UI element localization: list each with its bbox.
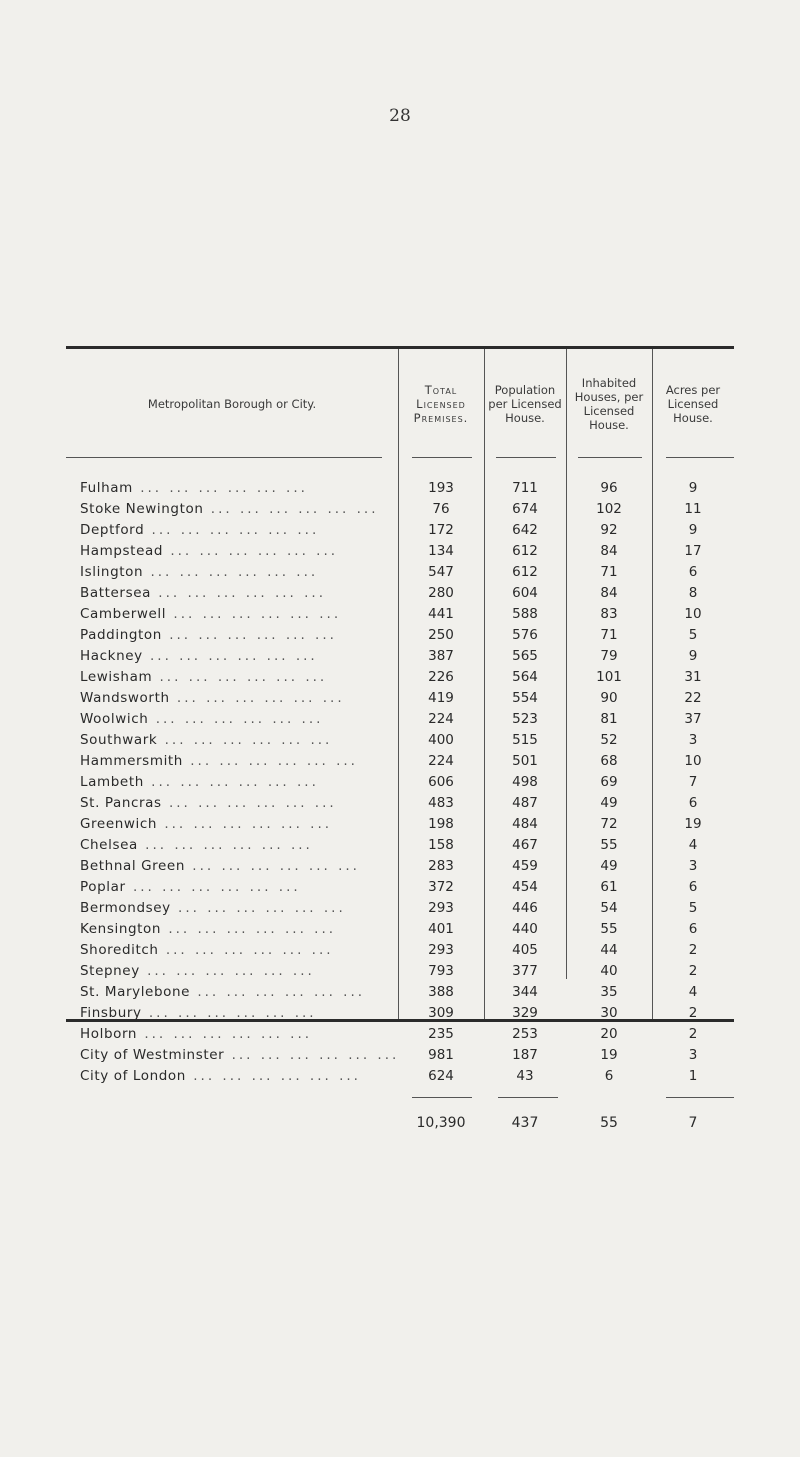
population-cell: 484 [512,816,538,832]
leader-dots: ... ... ... ... ... ... [161,921,337,937]
leader-dots: ... ... ... ... ... ... [151,585,326,601]
houses-cell: 20 [600,1026,618,1042]
population-cell: 564 [512,669,538,685]
acres-cell: 9 [688,522,698,538]
houses-cell: 69 [600,774,618,790]
acres-cell: 2 [688,1005,698,1021]
premises-cell: 441 [428,606,454,622]
leader-dots: ... ... ... ... ... ... [144,522,320,538]
population-cell: 565 [512,648,538,664]
acres-cell: 2 [688,1026,698,1042]
acres-cell: 4 [688,984,698,1000]
premises-cell: 76 [432,501,450,517]
borough-name: St. Marylebone ... ... ... ... ... ... [80,984,366,1000]
population-cell: 459 [512,858,538,874]
total-rule [666,1097,734,1098]
leader-dots: ... ... ... ... ... ... [137,837,313,853]
population-cell: 711 [512,480,538,496]
houses-cell: 84 [600,585,618,601]
premises-cell: 547 [428,564,454,580]
premises-cell: 400 [428,732,454,748]
houses-cell: 54 [600,900,618,916]
population-cell: 446 [512,900,538,916]
borough-name: City of London ... ... ... ... ... ... [80,1068,361,1084]
acres-cell: 5 [688,627,698,643]
total-acres: 7 [688,1115,698,1131]
houses-cell: 72 [600,816,618,832]
header-houses: Inhabited Houses, per Licensed House. [574,376,644,432]
premises-cell: 483 [428,795,454,811]
houses-cell: 90 [600,690,618,706]
header-borough: Metropolitan Borough or City. [147,397,317,411]
leader-dots: ... ... ... ... ... ... [161,795,337,811]
table-row [66,646,734,667]
total-rule [498,1097,558,1098]
premises-cell: 224 [428,753,454,769]
houses-cell: 71 [600,627,618,643]
population-cell: 344 [512,984,538,1000]
header-premises: Total Licensed Premises. [413,383,469,425]
acres-cell: 3 [688,732,698,748]
borough-name: Holborn ... ... ... ... ... ... [80,1026,313,1042]
table-row [66,793,734,814]
leader-dots: ... ... ... ... ... ... [190,984,366,1000]
acres-cell: 31 [684,669,702,685]
acres-cell: 7 [688,774,698,790]
table-row [66,835,734,856]
borough-name: Kensington ... ... ... ... ... ... [80,921,337,937]
borough-name: Deptford ... ... ... ... ... ... [80,522,320,538]
borough-name: Wandsworth ... ... ... ... ... ... [80,690,345,706]
borough-name: Poplar ... ... ... ... ... ... [80,879,301,895]
acres-cell: 6 [688,921,698,937]
premises-cell: 401 [428,921,454,937]
borough-name: St. Pancras ... ... ... ... ... ... [80,795,337,811]
acres-cell: 17 [684,543,702,559]
premises-cell: 193 [428,480,454,496]
premises-cell: 309 [428,1005,454,1021]
houses-cell: 55 [600,921,618,937]
table-row [66,730,734,751]
leader-dots: ... ... ... ... ... ... [163,543,339,559]
houses-cell: 30 [600,1005,618,1021]
population-cell: 604 [512,585,538,601]
leader-dots: ... ... ... ... ... ... [166,606,342,622]
houses-cell: 55 [600,837,618,853]
header-rule [578,457,642,458]
leader-dots: ... ... ... ... ... ... [169,690,345,706]
premises-cell: 606 [428,774,454,790]
leader-dots: ... ... ... ... ... ... [157,732,333,748]
table-row [66,877,734,898]
premises-cell: 388 [428,984,454,1000]
houses-cell: 49 [600,795,618,811]
premises-cell: 226 [428,669,454,685]
population-cell: 515 [512,732,538,748]
table-body [66,459,734,1131]
leader-dots: ... ... ... ... ... ... [152,669,328,685]
borough-name: Lambeth ... ... ... ... ... ... [80,774,319,790]
licensed-premises-table [66,346,734,1131]
table-row [66,541,734,562]
table-row [66,919,734,940]
population-cell: 43 [516,1068,534,1084]
houses-cell: 101 [596,669,622,685]
population-cell: 329 [512,1005,538,1021]
population-cell: 588 [512,606,538,622]
table-header [66,349,734,459]
population-cell: 498 [512,774,538,790]
leader-dots: ... ... ... ... ... ... [161,627,337,643]
leader-dots: ... ... ... ... ... ... [137,1026,313,1042]
houses-cell: 83 [600,606,618,622]
acres-cell: 9 [688,648,698,664]
houses-cell: 84 [600,543,618,559]
houses-cell: 19 [600,1047,618,1063]
population-cell: 467 [512,837,538,853]
population-cell: 454 [512,879,538,895]
leader-dots: ... ... ... ... ... ... [141,1005,317,1021]
population-cell: 405 [512,942,538,958]
table-row [66,982,734,1003]
table-row [66,940,734,961]
acres-cell: 37 [684,711,702,727]
leader-dots: ... ... ... ... ... ... [170,900,346,916]
table-row [66,520,734,541]
population-cell: 612 [512,543,538,559]
table-row [66,1024,734,1045]
table-row [66,667,734,688]
leader-dots: ... ... ... ... ... ... [139,963,315,979]
population-cell: 612 [512,564,538,580]
population-cell: 501 [512,753,538,769]
borough-name: Shoreditch ... ... ... ... ... ... [80,942,334,958]
borough-name: Battersea ... ... ... ... ... ... [80,585,326,601]
premises-cell: 387 [428,648,454,664]
houses-cell: 6 [604,1068,614,1084]
borough-name: Hampstead ... ... ... ... ... ... [80,543,339,559]
leader-dots: ... ... ... ... ... ... [143,564,319,580]
population-cell: 642 [512,522,538,538]
acres-cell: 8 [688,585,698,601]
houses-cell: 102 [596,501,622,517]
table-row [66,583,734,604]
population-cell: 554 [512,690,538,706]
borough-name: Greenwich ... ... ... ... ... ... [80,816,333,832]
premises-cell: 624 [428,1068,454,1084]
population-cell: 440 [512,921,538,937]
total-houses: 55 [600,1115,618,1131]
grand-total-row [66,1113,734,1134]
premises-cell: 250 [428,627,454,643]
houses-cell: 44 [600,942,618,958]
table-row [66,499,734,520]
leader-dots: ... ... ... ... ... ... [185,1068,361,1084]
premises-cell: 158 [428,837,454,853]
acres-cell: 2 [688,963,698,979]
leader-dots: ... ... ... ... ... ... [182,753,358,769]
borough-name: Camberwell ... ... ... ... ... ... [80,606,342,622]
acres-cell: 6 [688,564,698,580]
acres-cell: 3 [688,858,698,874]
table-row [66,562,734,583]
borough-name: Southwark ... ... ... ... ... ... [80,732,333,748]
premises-cell: 293 [428,900,454,916]
leader-dots: ... ... ... ... ... ... [224,1047,400,1063]
premises-cell: 224 [428,711,454,727]
acres-cell: 10 [684,753,702,769]
acres-cell: 1 [688,1068,698,1084]
leader-dots: ... ... ... ... ... ... [158,942,334,958]
acres-cell: 4 [688,837,698,853]
acres-cell: 6 [688,795,698,811]
total-rule [412,1097,472,1098]
population-cell: 253 [512,1026,538,1042]
houses-cell: 81 [600,711,618,727]
acres-cell: 19 [684,816,702,832]
acres-cell: 22 [684,690,702,706]
borough-name: City of Westminster ... ... ... ... ... ... [80,1047,400,1063]
acres-cell: 6 [688,879,698,895]
borough-name: Bethnal Green ... ... ... ... ... ... [80,858,360,874]
houses-cell: 96 [600,480,618,496]
table-row [66,772,734,793]
total-premises: 10,390 [416,1115,466,1131]
leader-dots: ... ... ... ... ... ... [143,774,319,790]
page-number: 28 [389,106,411,126]
borough-name: Stepney ... ... ... ... ... ... [80,963,315,979]
table-row [66,688,734,709]
table-row [66,604,734,625]
acres-cell: 2 [688,942,698,958]
table-row [66,751,734,772]
leader-dots: ... ... ... ... ... ... [142,648,318,664]
table-row [66,478,734,499]
borough-name: Finsbury ... ... ... ... ... ... [80,1005,317,1021]
header-rule [412,457,472,458]
acres-cell: 11 [684,501,702,517]
premises-cell: 235 [428,1026,454,1042]
total-population: 437 [511,1115,539,1131]
premises-cell: 198 [428,816,454,832]
header-acres: Acres per Licensed House. [665,383,721,425]
borough-name: Hackney ... ... ... ... ... ... [80,648,318,664]
population-cell: 487 [512,795,538,811]
houses-cell: 49 [600,858,618,874]
leader-dots: ... ... ... ... ... ... [184,858,360,874]
leader-dots: ... ... ... ... ... ... [125,879,301,895]
table-row [66,898,734,919]
population-cell: 523 [512,711,538,727]
houses-cell: 40 [600,963,618,979]
premises-cell: 172 [428,522,454,538]
acres-cell: 3 [688,1047,698,1063]
leader-dots: ... ... ... ... ... ... [132,480,308,496]
table-row [66,961,734,982]
premises-cell: 293 [428,942,454,958]
acres-cell: 5 [688,900,698,916]
acres-cell: 9 [688,480,698,496]
population-cell: 187 [512,1047,538,1063]
houses-cell: 61 [600,879,618,895]
borough-name: Lewisham ... ... ... ... ... ... [80,669,328,685]
table-row [66,1003,734,1024]
population-cell: 576 [512,627,538,643]
table-row [66,625,734,646]
premises-cell: 793 [428,963,454,979]
houses-cell: 35 [600,984,618,1000]
table-row [66,709,734,730]
table-row [66,856,734,877]
premises-cell: 280 [428,585,454,601]
table-row [66,1045,734,1066]
borough-name: Fulham ... ... ... ... ... ... [80,480,308,496]
borough-name: Islington ... ... ... ... ... ... [80,564,319,580]
borough-name: Hammersmith ... ... ... ... ... ... [80,753,358,769]
borough-name: Paddington ... ... ... ... ... ... [80,627,337,643]
houses-cell: 71 [600,564,618,580]
houses-cell: 68 [600,753,618,769]
header-rule [496,457,556,458]
borough-name: Stoke Newington ... ... ... ... ... ... [80,501,379,517]
premises-cell: 981 [428,1047,454,1063]
premises-cell: 134 [428,543,454,559]
borough-name: Bermondsey ... ... ... ... ... ... [80,900,346,916]
leader-dots: ... ... ... ... ... ... [148,711,324,727]
population-cell: 377 [512,963,538,979]
table-row [66,1066,734,1087]
header-population: Population per Licensed House. [488,383,562,425]
leader-dots: ... ... ... ... ... ... [203,501,379,517]
table-row [66,814,734,835]
houses-cell: 79 [600,648,618,664]
borough-name: Woolwich ... ... ... ... ... ... [80,711,324,727]
acres-cell: 10 [684,606,702,622]
premises-cell: 372 [428,879,454,895]
premises-cell: 419 [428,690,454,706]
houses-cell: 52 [600,732,618,748]
header-rule [66,457,382,458]
header-rule [666,457,734,458]
houses-cell: 92 [600,522,618,538]
premises-cell: 283 [428,858,454,874]
population-cell: 674 [512,501,538,517]
leader-dots: ... ... ... ... ... ... [157,816,333,832]
borough-name: Chelsea ... ... ... ... ... ... [80,837,313,853]
